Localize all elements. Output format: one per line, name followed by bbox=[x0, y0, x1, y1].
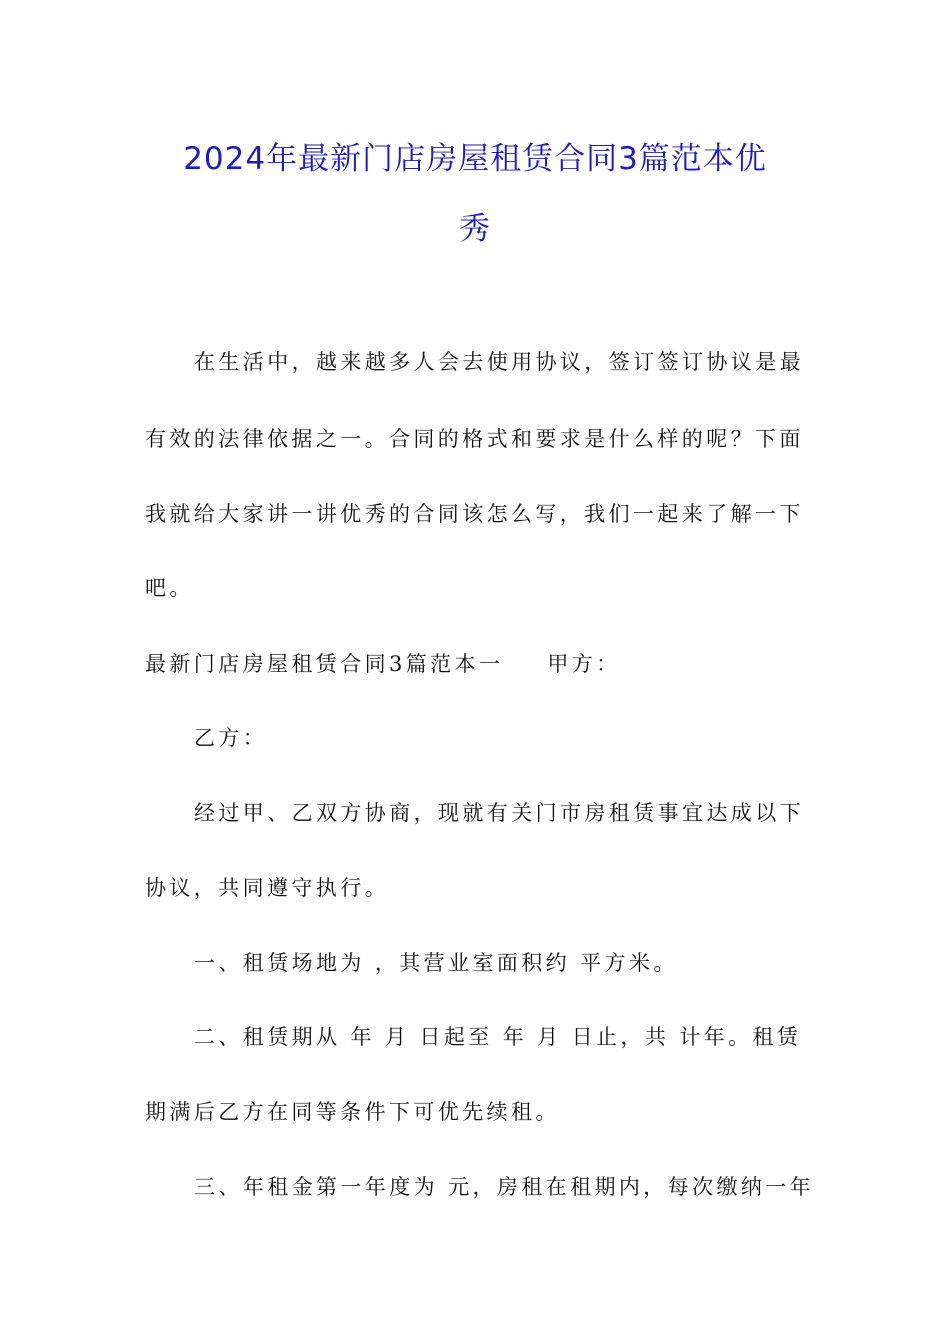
intro-line-1: 在生活中，越来越多人会去使用协议，签订签订协议是最 bbox=[194, 350, 804, 374]
body-line-6: 三、年租金第一年度为 元，房租在租期内，每次缴纳一年 bbox=[194, 1175, 815, 1199]
party-a-label: 甲方： bbox=[547, 652, 621, 676]
body-line-5: 期满后乙方在同等条件下可优先续租。 bbox=[145, 1100, 560, 1124]
body-line-2: 协议，共同遵守执行。 bbox=[145, 876, 389, 900]
document-title-line-1: 2024年最新门店房屋租赁合同3篇范本优 bbox=[183, 141, 767, 177]
section-heading: 最新门店房屋租赁合同3篇范本一 bbox=[145, 652, 504, 676]
body-line-3: 一、租赁场地为 ，其营业室面积约 平方米。 bbox=[194, 951, 678, 975]
intro-line-3: 我就给大家讲一讲优秀的合同该怎么写，我们一起来了解一下 bbox=[145, 502, 804, 526]
section-heading-line bbox=[145, 648, 621, 678]
intro-line-2: 有效的法律依据之一。合同的格式和要求是什么样的呢？下面 bbox=[145, 427, 804, 451]
body-line-4: 二、租赁期从 年 月 日起至 年 月 日止，共 计年。租赁 bbox=[194, 1025, 802, 1049]
party-b-label: 乙方： bbox=[194, 726, 268, 750]
intro-line-4: 吧。 bbox=[145, 576, 194, 600]
body-line-1: 经过甲、乙双方协商，现就有关门市房租赁事宜达成以下 bbox=[194, 801, 804, 825]
document-title-line-2: 秀 bbox=[459, 211, 491, 247]
